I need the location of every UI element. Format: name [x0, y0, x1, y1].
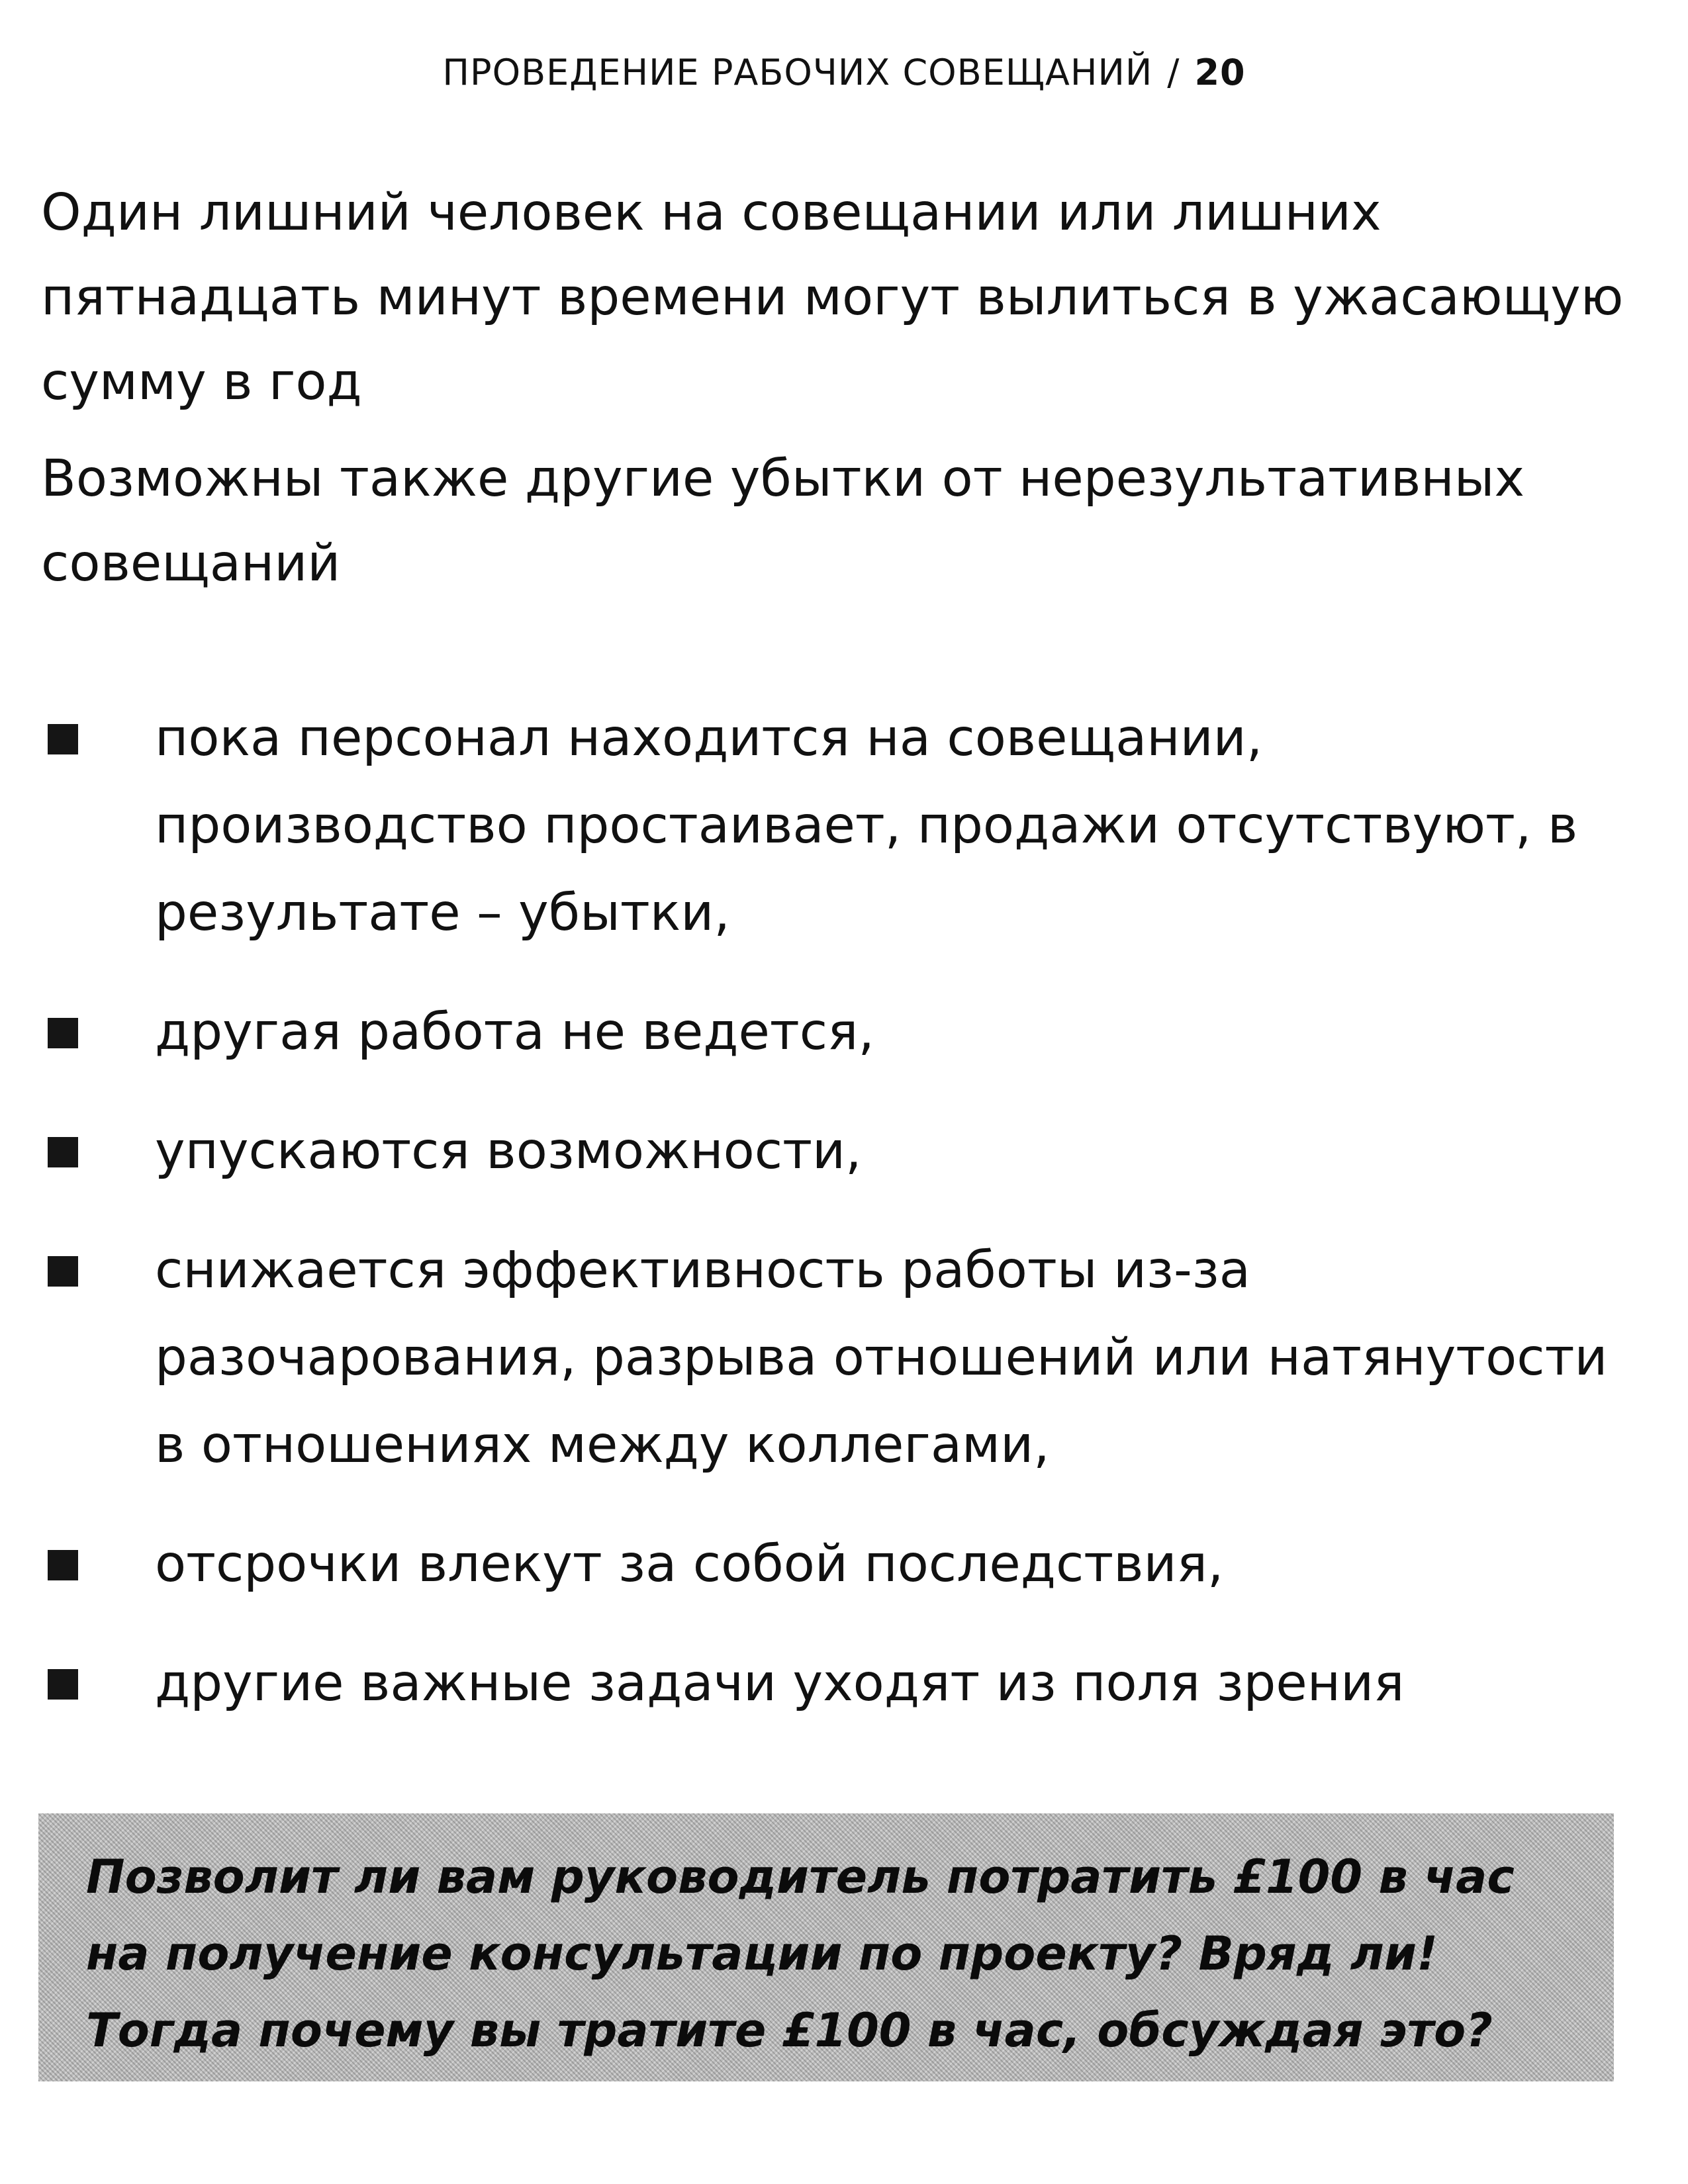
list-item-text: упускаются возможности, — [155, 1122, 862, 1181]
header-separator: / — [1167, 52, 1180, 93]
list-item-text: снижается эффективность работы из-за разочарования, разрыва отношений или натянутости в отношениях между коллегами, — [155, 1241, 1608, 1475]
list-item — [41, 989, 1643, 1076]
callout-text: Позволит ли вам руководитель потратить £100 в час на получение консультации по проекту? Вряд ли! Тогда почему вы тратите £100 в час, обсуждая это? — [86, 1850, 1515, 2058]
list-item — [41, 1640, 1643, 1727]
page-number: 20 — [1194, 52, 1246, 93]
square-bullet-icon — [48, 724, 78, 754]
list-item-text: отсрочки влекут за собой последствия, — [155, 1535, 1224, 1594]
square-bullet-icon — [48, 1018, 78, 1048]
list-item — [41, 1521, 1643, 1608]
square-bullet-icon — [48, 1256, 78, 1287]
chapter-title: ПРОВЕДЕНИЕ РАБОЧИХ СОВЕЩАНИЙ — [442, 52, 1153, 93]
list-item-text: другие важные задачи уходят из поля зрения — [155, 1654, 1405, 1713]
list-item — [41, 695, 1643, 957]
square-bullet-icon — [48, 1137, 78, 1167]
square-bullet-icon — [48, 1550, 78, 1580]
list-item — [41, 1227, 1643, 1489]
list-item-text: пока персонал находится на совещании, производство простаивает, продажи отсутствуют, в результате – убытки, — [155, 709, 1578, 942]
callout-box — [38, 1813, 1614, 2081]
square-bullet-icon — [48, 1669, 78, 1700]
list-item — [41, 1108, 1643, 1195]
paragraph-cost-of-extra-person: Один лишний человек на совещании или лишних пятнадцать минут времени могут вылиться в ужасающую сумму в год — [41, 183, 1624, 412]
losses-bullet-list — [41, 695, 1643, 1759]
list-item-text: другая работа не ведется, — [155, 1003, 874, 1062]
paragraph-other-losses: Возможны также другие убытки от нерезультативных совещаний — [41, 449, 1525, 593]
page-header — [0, 52, 1688, 93]
